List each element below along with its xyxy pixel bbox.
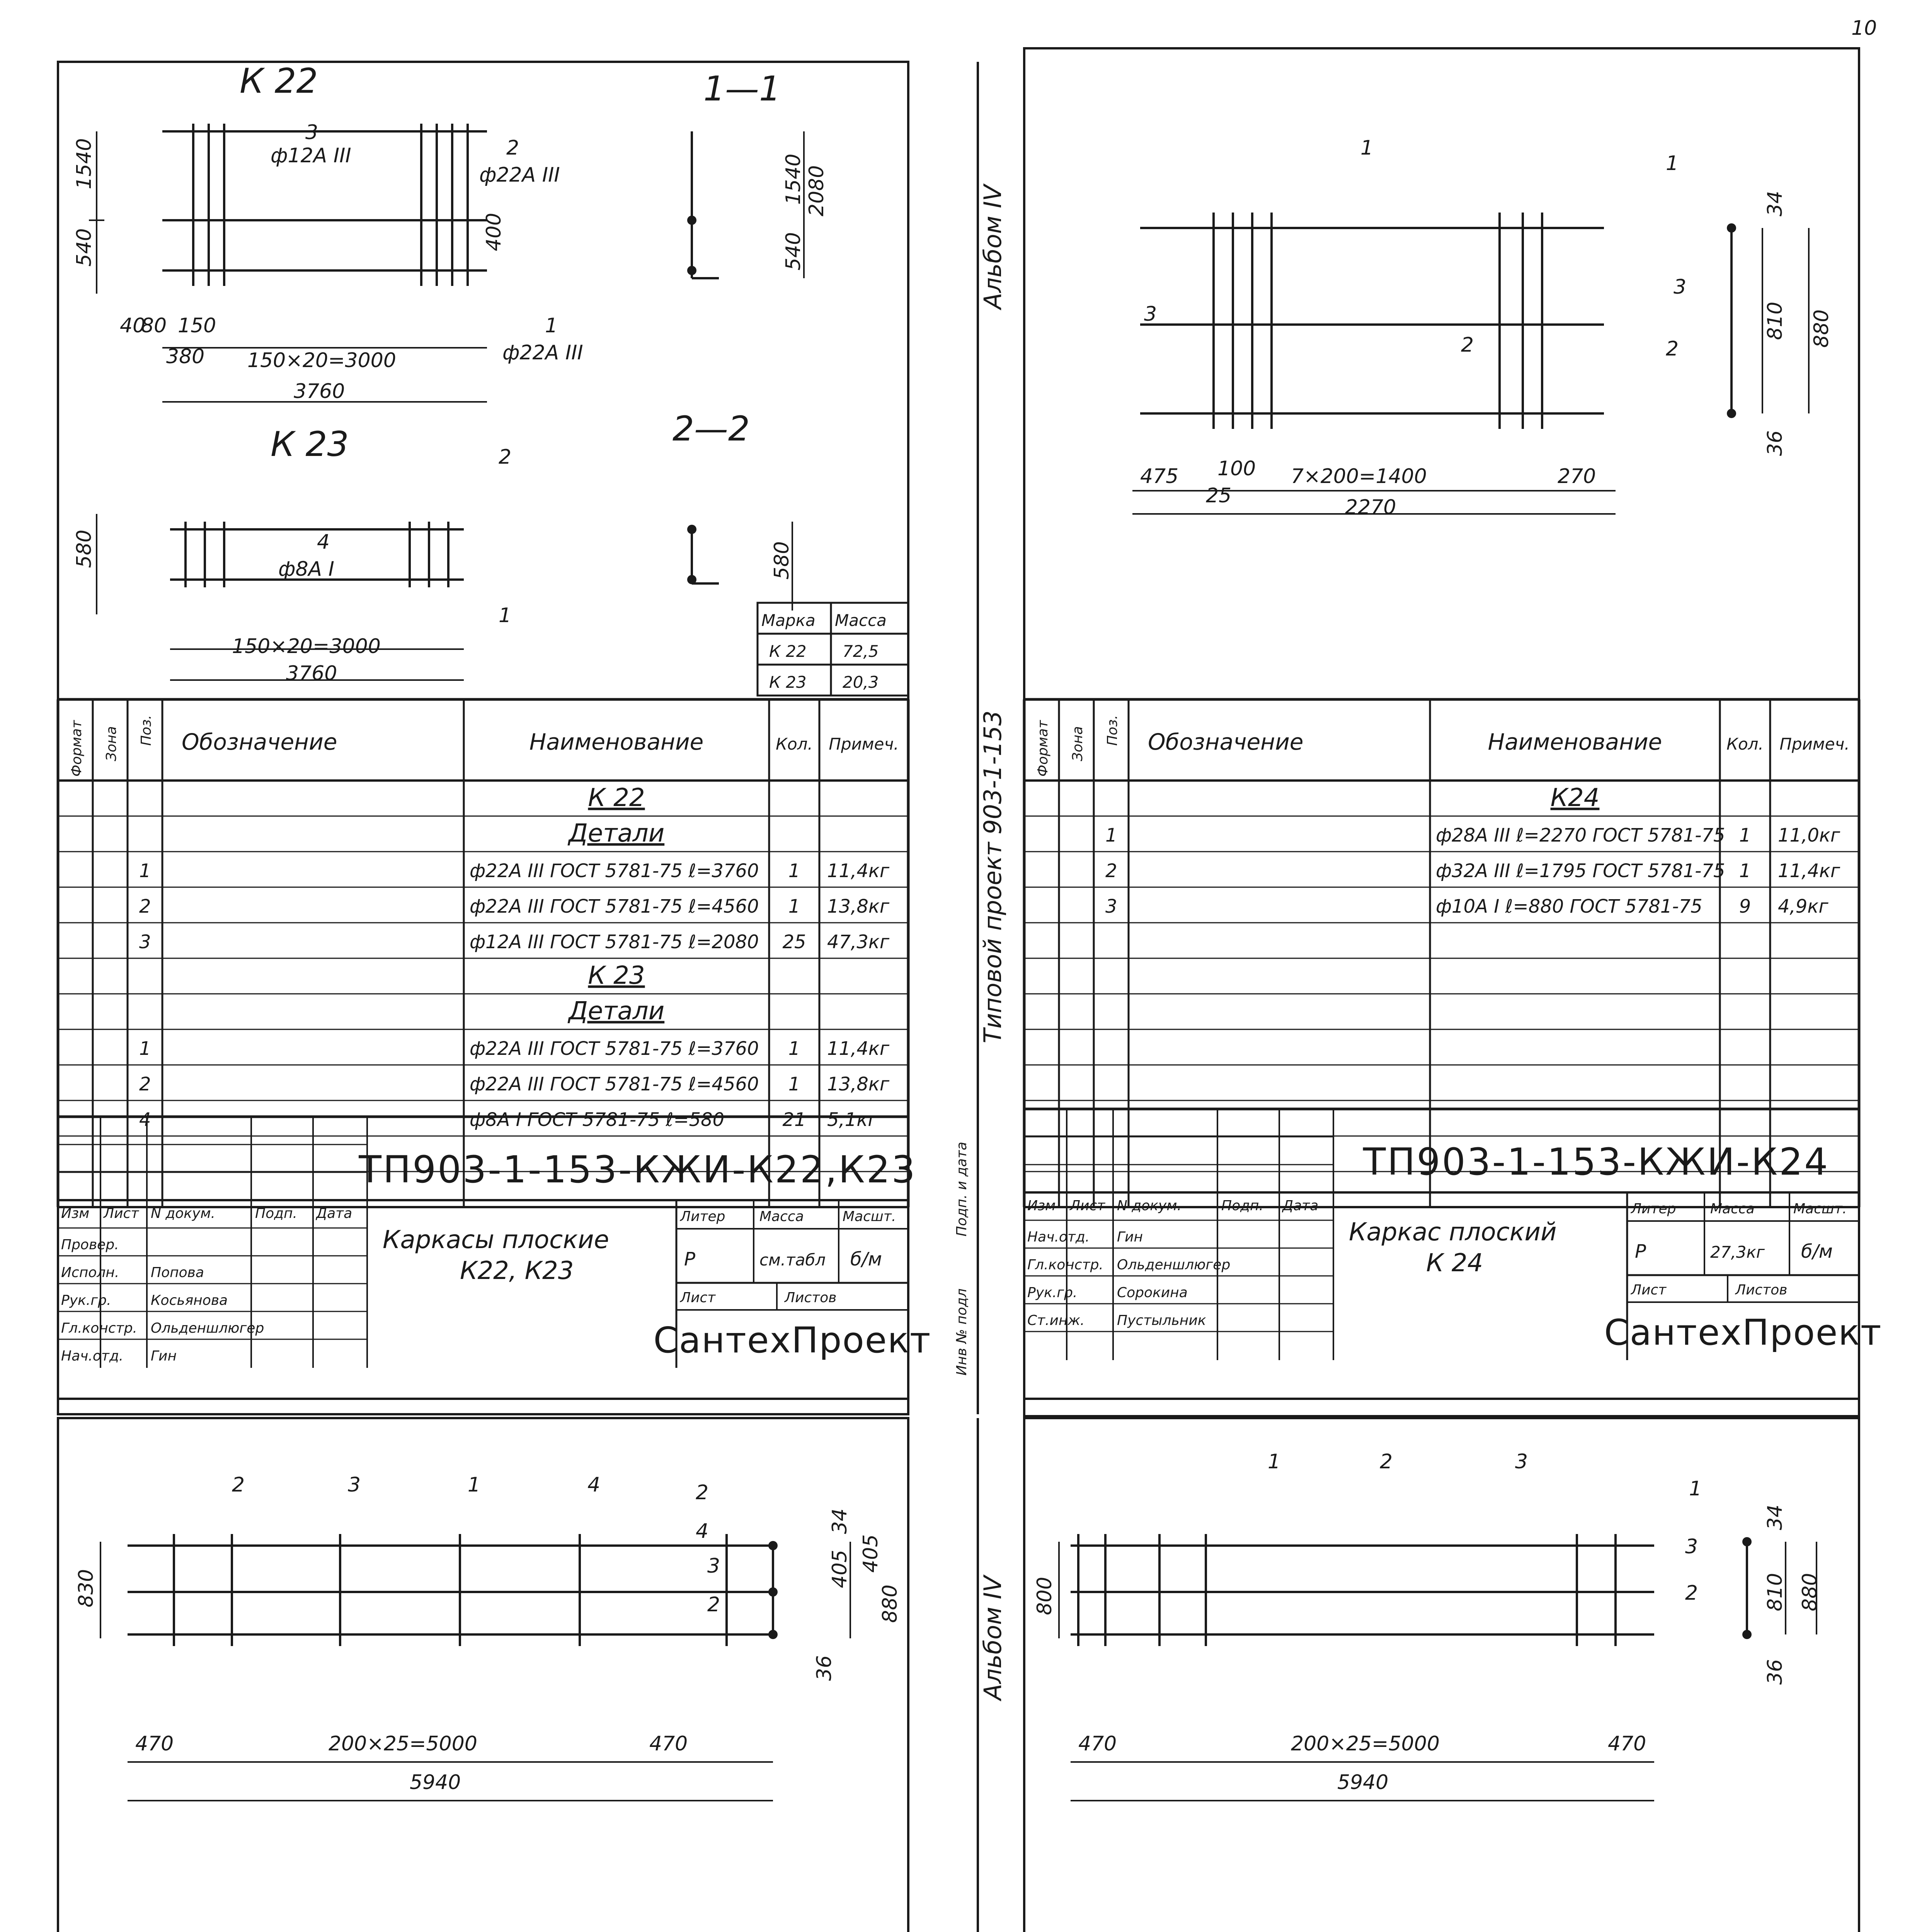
q1-phi12: ф12А III	[271, 144, 351, 167]
q2-row-poz: 1	[1105, 825, 1117, 847]
q2-h-podp: Подп.	[1221, 1198, 1263, 1214]
q4-d200x25: 200×25=5000	[1291, 1732, 1440, 1755]
q2-h-massa: Масса	[1710, 1201, 1755, 1217]
q4-d470a: 470	[1078, 1732, 1117, 1755]
q1-name1: Каркасы плоские	[383, 1226, 609, 1254]
q1-pos1: 1	[545, 314, 558, 337]
q1-k23-pos1: 1	[499, 604, 512, 627]
q4-pos3: 3	[1515, 1450, 1528, 1473]
q2-row-prim: 11,4кг	[1778, 860, 1840, 882]
page-number-top: 10	[1851, 17, 1877, 40]
mass-h-marka: Марка	[761, 611, 815, 630]
q1-row-prim: 47,3кг	[827, 931, 890, 953]
q2-pos1: 1	[1360, 136, 1374, 160]
q1-row-poz: 1	[139, 1038, 151, 1060]
q1-pos3: 3	[305, 121, 318, 144]
q1-h-list: Лист	[104, 1206, 139, 1221]
q1-pos2: 2	[506, 136, 519, 160]
album-label-bottom: Альбом IV	[979, 1576, 1007, 1700]
q1-role: Исполн.	[61, 1265, 119, 1281]
q4-d880: 880	[1798, 1573, 1822, 1611]
q1-liter: Р	[684, 1248, 695, 1270]
q3-s-pos4: 4	[696, 1520, 709, 1543]
q1-row-prim: 13,8кг	[827, 1073, 890, 1095]
spec-table-q2	[1024, 699, 1859, 1207]
q1-d150x20: 150×20=3000	[247, 349, 396, 372]
q2-d34: 34	[1764, 190, 1787, 216]
q1-h-format: Формат	[69, 720, 85, 777]
q1-row-kol: 1	[788, 1073, 800, 1095]
q2-row-kol: 1	[1739, 825, 1751, 847]
project-label-top: Типовой проект 903-1-153	[979, 710, 1007, 1043]
q2-h-zona: Зона	[1070, 726, 1086, 761]
q1-row-poz: 2	[139, 1073, 151, 1095]
q2-s-pos2: 2	[1666, 337, 1679, 361]
q2-name1: Каркас плоский	[1349, 1218, 1557, 1247]
q2-h-data: Дата	[1282, 1198, 1319, 1214]
mass-k22-val: 72,5	[843, 642, 879, 661]
q2-h-poz: Поз.	[1105, 715, 1120, 746]
q3-d830: 830	[75, 1569, 98, 1607]
spec-table-q1	[58, 699, 908, 1207]
q2-massa: 27,3кг	[1710, 1243, 1765, 1262]
q1-row-kol: 1	[788, 1038, 800, 1060]
q2-h-prim: Примеч.	[1779, 735, 1850, 753]
q2-h-listov: Листов	[1735, 1282, 1788, 1298]
frame-q4	[1024, 1418, 1859, 1932]
q1-role: Гл.констр.	[61, 1320, 137, 1336]
q1-row-prim: 13,8кг	[827, 896, 890, 918]
q1-h-zona: Зона	[104, 726, 119, 761]
q2-h-format: Формат	[1035, 720, 1051, 777]
q2-row-poz: 3	[1105, 896, 1117, 918]
q1-d3760: 3760	[294, 380, 345, 403]
q1-row-naim: ф22А III ГОСТ 5781-75 ℓ=3760	[470, 1038, 759, 1060]
k23-label: К 23	[271, 424, 349, 464]
q1-d1540: 1540	[73, 138, 96, 189]
q1-h-list2: Лист	[680, 1290, 716, 1306]
q3-d36: 36	[813, 1655, 836, 1681]
q1-h-massa: Масса	[759, 1209, 804, 1225]
q1-person: Попова	[151, 1265, 204, 1281]
q3-pos4: 4	[587, 1473, 601, 1497]
q1-person: Гин	[151, 1348, 177, 1364]
q1-h-izm: Изм	[61, 1206, 90, 1221]
q1-d380: 380	[166, 345, 205, 368]
q2-h-list2: Лист	[1631, 1282, 1667, 1298]
q2-person: Гин	[1117, 1229, 1143, 1245]
mass-h-massa: Масса	[835, 611, 887, 630]
q2-row-naim: ф10А I ℓ=880 ГОСТ 5781-75	[1436, 896, 1702, 918]
q2-masht: б/м	[1801, 1241, 1833, 1262]
q2-role: Рук.гр.	[1027, 1285, 1078, 1301]
q1-d40: 40	[120, 314, 146, 337]
q1-person: Косьянова	[151, 1293, 228, 1308]
q1-k23-d3760: 3760	[286, 662, 337, 685]
q1-row-poz: 4	[139, 1109, 151, 1131]
q1-d540: 540	[73, 228, 96, 267]
q2-row-naim: ф32А III ℓ=1795 ГОСТ 5781-75	[1436, 860, 1725, 882]
q2-d810: 810	[1764, 301, 1787, 340]
q2-h-list: Лист	[1070, 1198, 1105, 1214]
inv-label-top: Инв № подл	[954, 1288, 970, 1376]
q1-row-poz: 2	[139, 896, 151, 918]
q2-d270: 270	[1558, 465, 1596, 488]
q4-d800: 800	[1033, 1577, 1056, 1615]
q2-d100: 100	[1217, 457, 1256, 480]
q3-d405a: 405	[828, 1549, 851, 1588]
q3-s-pos2: 2	[696, 1481, 709, 1504]
q1-row-naim: Детали	[568, 997, 665, 1026]
q2-h-oboz: Обозначение	[1148, 729, 1304, 755]
q2-h-kol: Кол.	[1726, 735, 1764, 753]
q3-pos3: 3	[348, 1473, 361, 1497]
q3-d5940: 5940	[410, 1771, 461, 1794]
q3-d34: 34	[828, 1508, 851, 1534]
q1-k23-d150x20: 150×20=3000	[232, 635, 381, 658]
q1-row-prim: 11,4кг	[827, 860, 890, 882]
q3-pos1: 1	[468, 1473, 481, 1497]
q4-d810: 810	[1764, 1573, 1787, 1611]
q2-role: Ст.инж.	[1027, 1313, 1085, 1328]
q2-person: Ольденшлюгер	[1117, 1257, 1231, 1273]
q2-liter: Р	[1635, 1241, 1646, 1262]
q4-pos1: 1	[1268, 1450, 1281, 1473]
frame-q3	[58, 1418, 908, 1932]
q1-h-poz: Поз.	[138, 715, 154, 746]
q1-masht: б/м	[850, 1248, 882, 1270]
q2-d880: 880	[1810, 309, 1833, 348]
section-1-1-label: 1—1	[703, 69, 781, 109]
q1-s2080: 2080	[805, 165, 828, 216]
q2-pos2: 2	[1461, 333, 1474, 357]
q2-row-prim: 11,0кг	[1778, 825, 1840, 847]
q4-s-pos1: 1	[1689, 1477, 1702, 1500]
q1-role: Провер.	[61, 1237, 119, 1253]
q2-role: Нач.отд.	[1027, 1229, 1090, 1245]
q2-d2270: 2270	[1345, 496, 1396, 519]
q2-row-kol: 1	[1739, 860, 1751, 882]
q1-h-prim: Примеч.	[829, 735, 899, 753]
q1-row-prim: 5,1кг	[827, 1109, 878, 1131]
q4-pos2: 2	[1380, 1450, 1393, 1473]
q1-d400: 400	[482, 213, 506, 251]
q1-role: Нач.отд.	[61, 1348, 124, 1364]
q1-h-naim: Наименование	[529, 729, 704, 755]
q1-h-kol: Кол.	[776, 735, 813, 753]
q1-row-naim: К 23	[588, 961, 645, 990]
q3-pos2: 2	[232, 1473, 245, 1497]
q1-h-liter: Литер	[680, 1209, 725, 1225]
q2-pos3: 3	[1144, 303, 1157, 326]
q1-row-naim: Детали	[568, 819, 665, 848]
q1-h-podp: Подп.	[255, 1206, 297, 1221]
q1-h-ndok: N докум.	[151, 1206, 215, 1221]
q1-row-kol: 21	[782, 1109, 806, 1131]
q2-name2: К 24	[1426, 1249, 1483, 1277]
q4-s-pos3: 3	[1685, 1535, 1698, 1558]
q2-row-prim: 4,9кг	[1778, 896, 1828, 918]
q1-drawings	[89, 124, 804, 680]
q1-row-kol: 25	[782, 931, 806, 953]
q1-row-naim: ф12А III ГОСТ 5781-75 ℓ=2080	[470, 931, 759, 953]
q2-h-ndok: N докум.	[1117, 1198, 1182, 1214]
q3-s-pos3: 3	[707, 1554, 720, 1578]
q2-h-liter: Литер	[1631, 1201, 1676, 1217]
q2-row-poz: 2	[1105, 860, 1117, 882]
q1-row-prim: 11,4кг	[827, 1038, 890, 1060]
q1-row-kol: 1	[788, 896, 800, 918]
q2-person: Пустыльник	[1117, 1313, 1206, 1328]
q1-d580: 580	[73, 529, 96, 568]
q4-drawings	[1059, 1534, 1817, 1801]
q4-d5940: 5940	[1337, 1771, 1389, 1794]
q1-row-kol: 1	[788, 860, 800, 882]
q2-h-izm: Изм	[1027, 1198, 1056, 1214]
q3-d880: 880	[878, 1584, 902, 1623]
q2-org: СантехПроект	[1604, 1312, 1882, 1353]
q1-phi22a: ф22А III	[479, 163, 560, 187]
k22-label: К 22	[240, 61, 318, 101]
q1-phi8: ф8А I	[278, 558, 334, 581]
q2-role: Гл.констр.	[1027, 1257, 1103, 1273]
q1-h-listov: Листов	[785, 1290, 837, 1306]
q2-d7x200: 7×200=1400	[1291, 465, 1427, 488]
q3-d200x25: 200×25=5000	[329, 1732, 477, 1755]
q2-s-pos3: 3	[1674, 276, 1687, 299]
q1-d150: 150	[178, 314, 216, 337]
section-2-2-label: 2—2	[672, 409, 750, 449]
q1-h-oboz: Обозначение	[182, 729, 337, 755]
q4-d470b: 470	[1608, 1732, 1646, 1755]
q1-role: Рук.гр.	[61, 1293, 111, 1308]
q2-row-naim: ф28А III ℓ=2270 ГОСТ 5781-75	[1436, 825, 1725, 847]
mass-k23-val: 20,3	[843, 673, 879, 692]
q2-h-masht: Масшт.	[1793, 1201, 1847, 1217]
q1-phi22b: ф22А III	[502, 341, 583, 364]
q3-s-pos2b: 2	[707, 1593, 720, 1616]
q1-row-poz: 3	[139, 931, 151, 953]
q2-row-naim: К24	[1550, 784, 1600, 813]
q2-d475: 475	[1140, 465, 1179, 488]
q1-massa: см.табл	[759, 1250, 826, 1269]
q1-h-masht: Масшт.	[843, 1209, 896, 1225]
q1-k23-pos2: 2	[499, 446, 512, 469]
q4-d34: 34	[1764, 1504, 1787, 1530]
q1-row-naim: ф22А III ГОСТ 5781-75 ℓ=4560	[470, 896, 759, 918]
q1-org: СантехПроект	[653, 1320, 931, 1361]
q2-h-naim: Наименование	[1488, 729, 1662, 755]
q3-d470a: 470	[135, 1732, 174, 1755]
q4-d36: 36	[1764, 1659, 1787, 1685]
q2-d25: 25	[1206, 484, 1232, 507]
q1-code: ТП903-1-153-КЖИ-К22,К23	[359, 1148, 917, 1191]
q2-row-kol: 9	[1739, 896, 1751, 918]
q2-d36: 36	[1764, 430, 1787, 456]
q1-row-poz: 1	[139, 860, 151, 882]
q2-code: ТП903-1-153-КЖИ-К24	[1363, 1140, 1830, 1184]
q1-row-naim: ф22А III ГОСТ 5781-75 ℓ=4560	[470, 1073, 759, 1095]
q1-name2: К22, К23	[460, 1257, 574, 1285]
q2-person: Сорокина	[1117, 1285, 1188, 1301]
q1-pos4: 4	[317, 531, 330, 554]
q2-s-pos1: 1	[1666, 152, 1679, 175]
q1-s540: 540	[782, 232, 805, 270]
podp-label-top: Подп. и дата	[954, 1141, 970, 1236]
q4-s-pos2: 2	[1685, 1582, 1698, 1605]
q3-d405b: 405	[859, 1534, 882, 1573]
mass-k22: К 22	[769, 642, 807, 661]
q1-d80: 80	[141, 314, 167, 337]
q1-bar-dots	[687, 216, 696, 584]
q1-h-data: Дата	[316, 1206, 352, 1221]
title-block-q1	[58, 1117, 931, 1368]
mass-k23: К 23	[769, 673, 807, 692]
title-block-q2	[1024, 1109, 1882, 1360]
q1-s1540: 1540	[782, 153, 805, 205]
q1-row-naim: ф8А I ГОСТ 5781-75 ℓ=580	[470, 1109, 725, 1131]
q1-s580: 580	[770, 541, 793, 580]
q3-d470b: 470	[649, 1732, 688, 1755]
album-label-top: Альбом IV	[979, 185, 1007, 309]
q1-row-naim: К 22	[588, 784, 645, 813]
q3-drawings	[100, 1534, 850, 1801]
q1-row-naim: ф22А III ГОСТ 5781-75 ℓ=3760	[470, 860, 759, 882]
q1-person: Ольденшлюгер	[151, 1320, 264, 1336]
